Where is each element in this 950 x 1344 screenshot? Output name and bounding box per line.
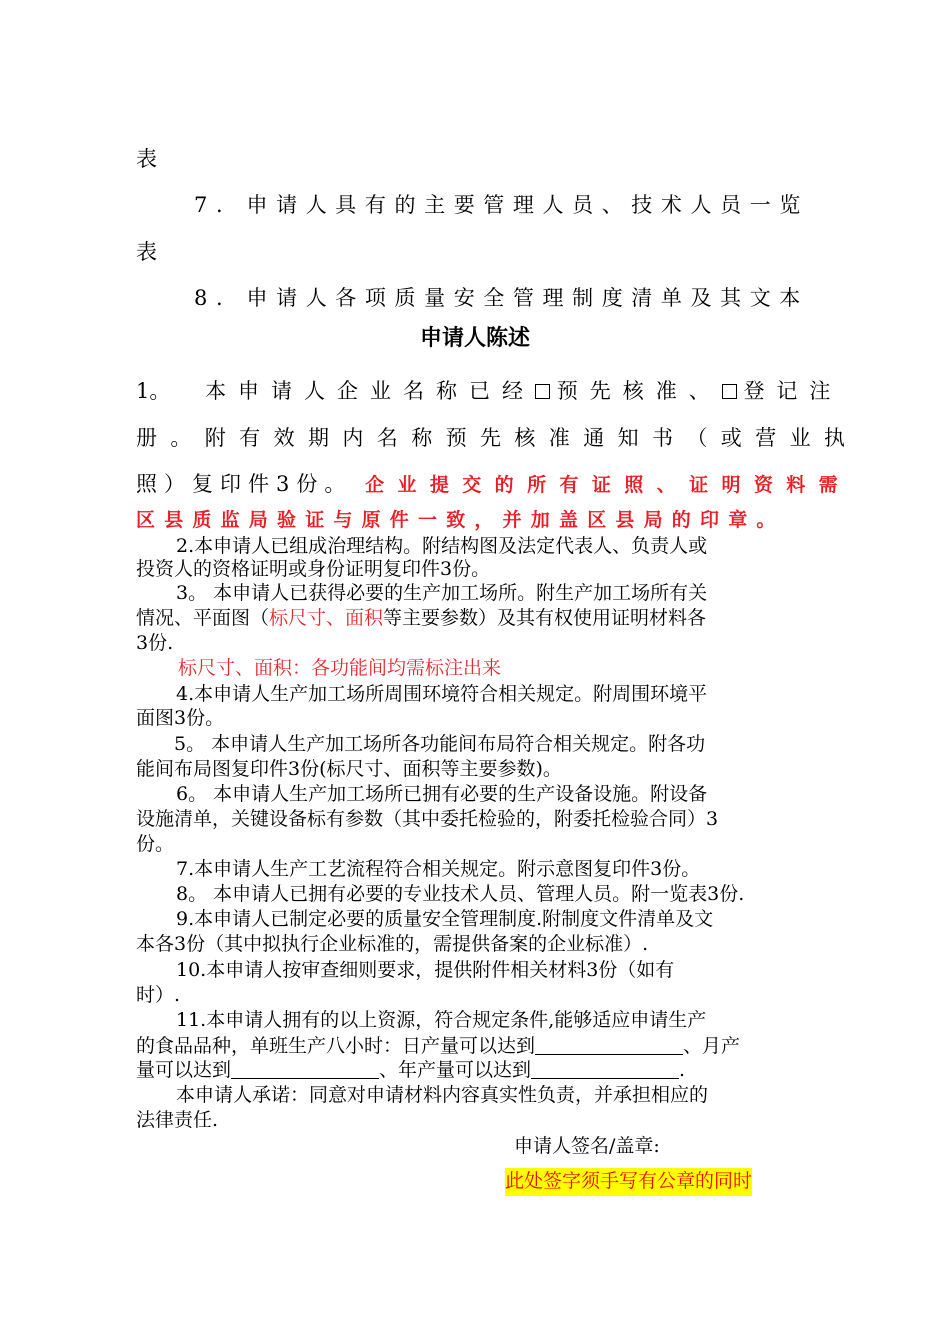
statement-item-3-line-3: 3份. [136,632,174,654]
statement-item-9-line-2: 本各3份（其中拟执行企业标准的，需提供备案的企业标准）. [136,933,649,955]
item-1-number: 1。 [136,379,171,403]
certification-requirement-note-1: 企业提交的所有证照、证明资料需 [365,474,852,496]
statement-item-6-line-2: 设施清单，关键设备标有参数（其中委托检验的，附委托检验合同）3 [136,808,719,830]
statement-item-11-line-1: 11.本申请人拥有的以上资源，符合规定条件,能够适应申请生产 [176,1009,707,1031]
daily-output-field[interactable] [535,1036,683,1055]
attachment-item-7: 7. 申请人具有的主要管理人员、技术人员一览 [194,193,809,217]
item-11-line-3-a: 量可以达到 [136,1059,232,1081]
statement-item-5-line-1: 5。 本申请人生产加工场所各功能间布局符合相关规定。附各功 [174,733,706,755]
size-area-highlight: 标尺寸、面积 [269,607,384,629]
monthly-output-field[interactable] [231,1060,379,1079]
attachment-list-continuation: 表 [136,147,157,171]
signature-instruction-note: 此处签字须手写有公章的同时 [505,1168,752,1196]
statement-item-1-line-1 [136,381,842,402]
signature-label: 申请人签名/盖章: [514,1135,660,1157]
statement-item-4-line-2: 面图3份。 [136,707,225,729]
statement-item-3-line-2 [136,609,706,628]
signature-area[interactable] [505,1172,752,1191]
statement-item-10-line-1: 10.本申请人按审查细则要求，提供附件相关材料3份（如有 [176,959,675,981]
item-1-text-b: 预先核准、 [556,379,722,403]
certification-requirement-note-2: 区县质监局验证与原件一致，并加盖区县局的印章。 [136,509,785,531]
statement-item-1-line-2: 册。附有效期内名称预先核准通知书（或营业执 [136,426,859,450]
statement-item-11-line-2 [136,1036,740,1056]
statement-item-5-line-2: 能间布局图复印件3份(标尺寸、面积等主要参数)。 [136,758,562,780]
pre-approval-checkbox[interactable] [535,384,550,399]
statement-item-6-line-1: 6。 本申请人生产加工场所已拥有必要的生产设备设施。附设备 [176,783,708,805]
item-11-line-3-c: . [679,1059,686,1081]
item-3-line-2-a: 情况、平面图（ [136,607,270,629]
pledge-line-2: 法律责任. [136,1109,219,1131]
item-1-text-a: 本申请人企业名称已经 [205,379,536,403]
item-1-text-c: 登记注 [743,379,843,403]
attachment-item-7-continuation: 表 [136,240,157,264]
item-1-line-3-text: 照）复印件3份。 [136,472,353,496]
statement-item-2-line-1: 2.本申请人已组成治理结构。附结构图及法定代表人、负责人或 [176,535,708,557]
attachment-item-8: 8. 申请人各项质量安全管理制度清单及其文本 [194,286,809,310]
item-11-line-2-a: 的食品品种，单班生产八小时：日产量可以达到 [136,1035,536,1057]
registration-checkbox[interactable] [722,384,737,399]
statement-item-8: 8。 本申请人已拥有必要的专业技术人员、管理人员。附一览表3份. [176,883,745,905]
item-11-line-2-b: 、月产 [683,1035,741,1057]
page-title: 申请人陈述 [419,325,530,351]
statement-item-3-line-1: 3。 本申请人已获得必要的生产加工场所。附生产加工场所有关 [176,582,708,604]
item-11-line-3-b: 、年产量可以达到 [379,1059,532,1081]
yearly-output-field[interactable] [531,1060,679,1079]
statement-item-1-line-3 [136,474,851,495]
statement-item-7: 7.本申请人生产工艺流程符合相关规定。附示意图复印件3份。 [176,858,701,880]
statement-item-4-line-1: 4.本申请人生产加工场所周围环境符合相关规定。附周围环境平 [176,683,708,705]
size-area-instruction-note: 标尺寸、面积：各功能间均需标注出来 [178,657,502,679]
statement-item-11-line-3 [136,1060,685,1080]
item-3-line-2-b: 等主要参数）及其有权使用证明材料各 [383,607,707,629]
statement-item-9-line-1: 9.本申请人已制定必要的质量安全管理制度.附制度文件清单及文 [176,908,714,930]
statement-item-10-line-2: 时）. [136,984,181,1006]
statement-item-2-line-2: 投资人的资格证明或身份证明复印件3份。 [136,558,491,580]
statement-item-6-line-3: 份。 [136,833,175,855]
pledge-line-1: 本申请人承诺：同意对申请材料内容真实性负责，并承担相应的 [176,1084,709,1106]
